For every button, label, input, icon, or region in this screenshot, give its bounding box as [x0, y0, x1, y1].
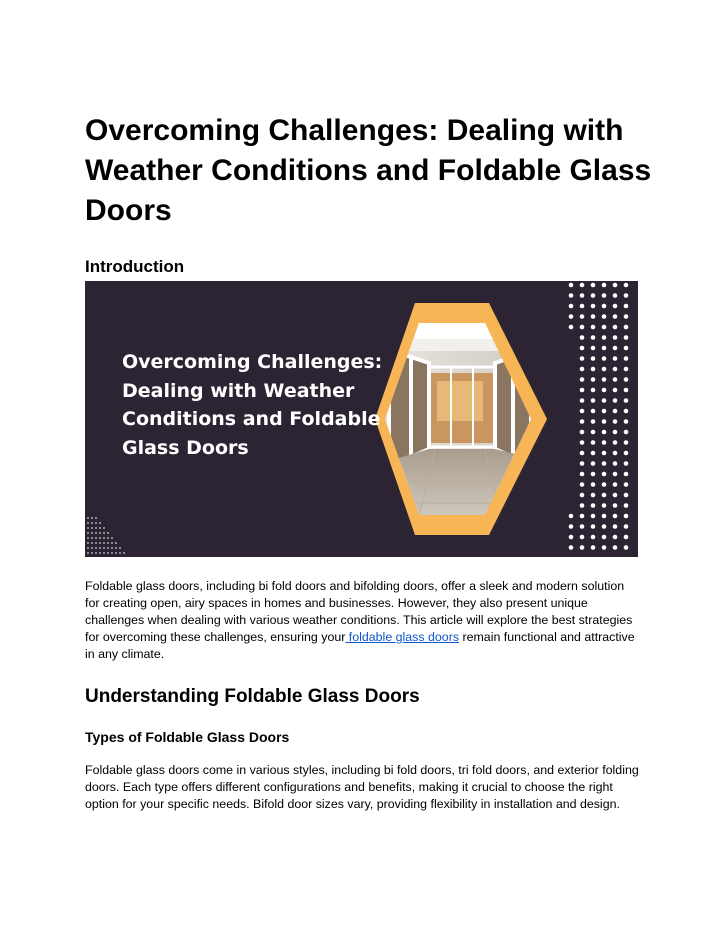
intro-paragraph — [85, 578, 640, 663]
subsection-heading: Types of Foldable Glass Doors — [85, 729, 290, 745]
intro-text-before-link: Foldable glass doors, including bi fold doors and bifolding doors, offer a sleek and modern solution for creating open, airy spaces in homes and businesses. However, they also present unique challenges when dealing with various weather conditions. This article will explore the best strategies for overcoming these challenges, ensuring your — [85, 579, 633, 644]
foldable-glass-doors-link[interactable]: foldable glass doors — [345, 630, 460, 644]
door-photo — [375, 311, 545, 531]
dot-pattern-bottom-left — [87, 517, 125, 554]
dot-pattern-top-right — [569, 283, 629, 550]
introduction-heading: Introduction — [85, 257, 185, 276]
page-title: Overcoming Challenges: Dealing with Weather Conditions and Foldable Glass Doors — [85, 114, 652, 227]
intro-text-after-link: remain functional and attractive in any climate. — [85, 630, 635, 661]
section-heading: Understanding Foldable Glass Doors — [85, 686, 420, 707]
types-paragraph: Foldable glass doors come in various styles, including bi fold doors, tri fold doors, and exterior folding doors. Each type offers different configurations and benefits, making it crucial to choose the right option for your specific needs. Bifold door sizes vary, providing flexibility in installation and design. — [85, 763, 639, 811]
banner-title: Overcoming Challenges: Dealing with Weather Conditions and Foldable Glass Doors — [122, 351, 383, 459]
hero-banner-image — [85, 281, 638, 557]
